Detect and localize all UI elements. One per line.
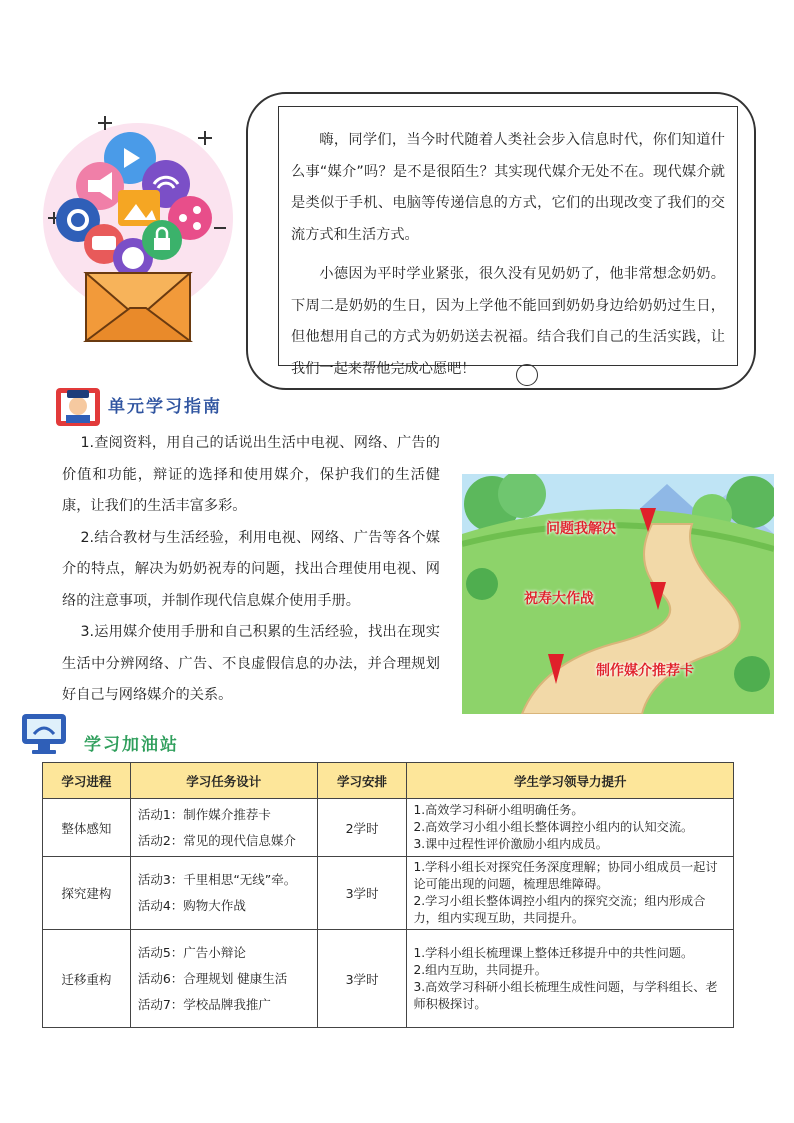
gain-item: 2.高效学习小组小组长整体调控小组内的认知交流。 xyxy=(413,820,694,834)
hours-cell: 3学时 xyxy=(317,857,407,930)
stage-cell: 整体感知 xyxy=(43,799,131,857)
table-row xyxy=(43,799,734,857)
computer-monitor-icon xyxy=(20,710,68,756)
header-leadership: 学生学习领导力提升 xyxy=(407,763,734,799)
guide-item: 1.查阅资料，用自己的话说出生活中电视、网络、广告的价值和功能，辩证的选择和使用媒介，保护我们的生活健康，让我们的生活丰富多彩。 xyxy=(62,435,440,514)
gain-item: 3.高效学习科研小组长梳理生成性问题，与学科组长、老师积极探讨。 xyxy=(413,979,718,1011)
gain-item: 3.课中过程性评价激励小组内成员。 xyxy=(413,837,608,851)
header-schedule: 学习安排 xyxy=(317,763,407,799)
intro-paragraph: 嗨，同学们，当今时代随着人类社会步入信息时代，你们知道什么事“媒介”吗？是不是很陌生？其实现代媒介无处不在。现代媒介就是类似于手机、电脑等传递信息的方式，它们的出现改变了我们的交流方式和生活方式。 xyxy=(291,132,725,243)
stage-cell: 迁移重构 xyxy=(43,930,131,1028)
gain-cell xyxy=(407,799,734,857)
stage-cell: 探究建构 xyxy=(43,857,131,930)
intro-paragraph: 小德因为平时学业紧张，很久没有见奶奶了，他非常想念奶奶。下周二是奶奶的生日，因为上学他不能回到奶奶身边给奶奶过生日，但他想用自己的方式为奶奶送去祝福。结合我们自己的生活实践，让我们一起来帮他完成心愿吧！ xyxy=(291,266,725,377)
image-icon xyxy=(118,190,160,226)
guide-section-title: 单元学习指南 xyxy=(108,397,222,417)
tablet-frame xyxy=(246,92,756,390)
table-header-row xyxy=(43,763,734,799)
guide-item: 3.运用媒介使用手册和自己积累的生活经验，找出在现实生活中分辨网络、广告、不良虚假信息的办法，并合理规划好自己与网络媒介的关系。 xyxy=(62,624,440,703)
police-avatar-icon xyxy=(52,378,104,428)
station-section-title: 学习加油站 xyxy=(84,735,179,755)
envelope-icon xyxy=(86,273,190,341)
road-label-1: 问题我解决 xyxy=(546,521,616,537)
guide-item: 2.结合教材与生活经验，利用电视、网络、广告等各个媒介的特点，解决为奶奶祝寿的问题，找出合理使用电视、网络的注意事项，并制作现代信息媒介使用手册。 xyxy=(62,529,440,609)
activity-item: 活动5：广告小辩论 xyxy=(137,944,246,960)
gain-item: 2.学习小组长整体调控小组内的探究交流；组内形成合力，组内实现互助，共同提升。 xyxy=(413,894,706,925)
activity-item: 活动7：学校品牌我推广 xyxy=(137,996,271,1012)
activity-item: 活动6：合理规划 健康生活 xyxy=(137,970,288,986)
activity-item: 活动4：购物大作战 xyxy=(137,898,246,913)
table-row xyxy=(43,930,734,1028)
activity-cell xyxy=(130,799,317,857)
table-row xyxy=(43,857,734,930)
header-task: 学习任务设计 xyxy=(130,763,317,799)
road-label-2: 祝寿大作战 xyxy=(524,591,594,607)
intro-screen xyxy=(278,106,738,377)
tablet-home-button xyxy=(516,364,538,386)
gain-item: 1.高效学习科研小组明确任务。 xyxy=(413,803,584,817)
hours-cell: 2学时 xyxy=(317,799,407,857)
activity-cell xyxy=(130,857,317,930)
learning-plan-table xyxy=(42,762,734,1028)
gain-item: 1.学科小组长梳理课上整体迁移提升中的共性问题。 xyxy=(413,945,694,960)
activity-cell xyxy=(130,930,317,1028)
learning-road-illustration xyxy=(462,474,774,714)
activity-item: 活动2：常见的现代信息媒介 xyxy=(137,832,296,848)
activity-item: 活动3：千里相思“无线”牵。 xyxy=(137,872,297,887)
guide-list xyxy=(62,428,440,712)
header-stage: 学习进程 xyxy=(43,763,131,799)
activity-item: 活动1：制作媒介推荐卡 xyxy=(137,806,271,822)
hours-cell: 3学时 xyxy=(317,930,407,1028)
gain-item: 2.组内互助，共同提升。 xyxy=(413,962,547,977)
gain-cell xyxy=(407,930,734,1028)
gain-item: 1.学科小组长对探究任务深度理解；协同小组成员一起讨论可能出现的问题，梳理思维障碍。 xyxy=(413,860,718,891)
road-label-3: 制作媒介推荐卡 xyxy=(596,663,694,679)
media-envelope-illustration xyxy=(38,108,238,378)
gain-cell xyxy=(407,857,734,930)
